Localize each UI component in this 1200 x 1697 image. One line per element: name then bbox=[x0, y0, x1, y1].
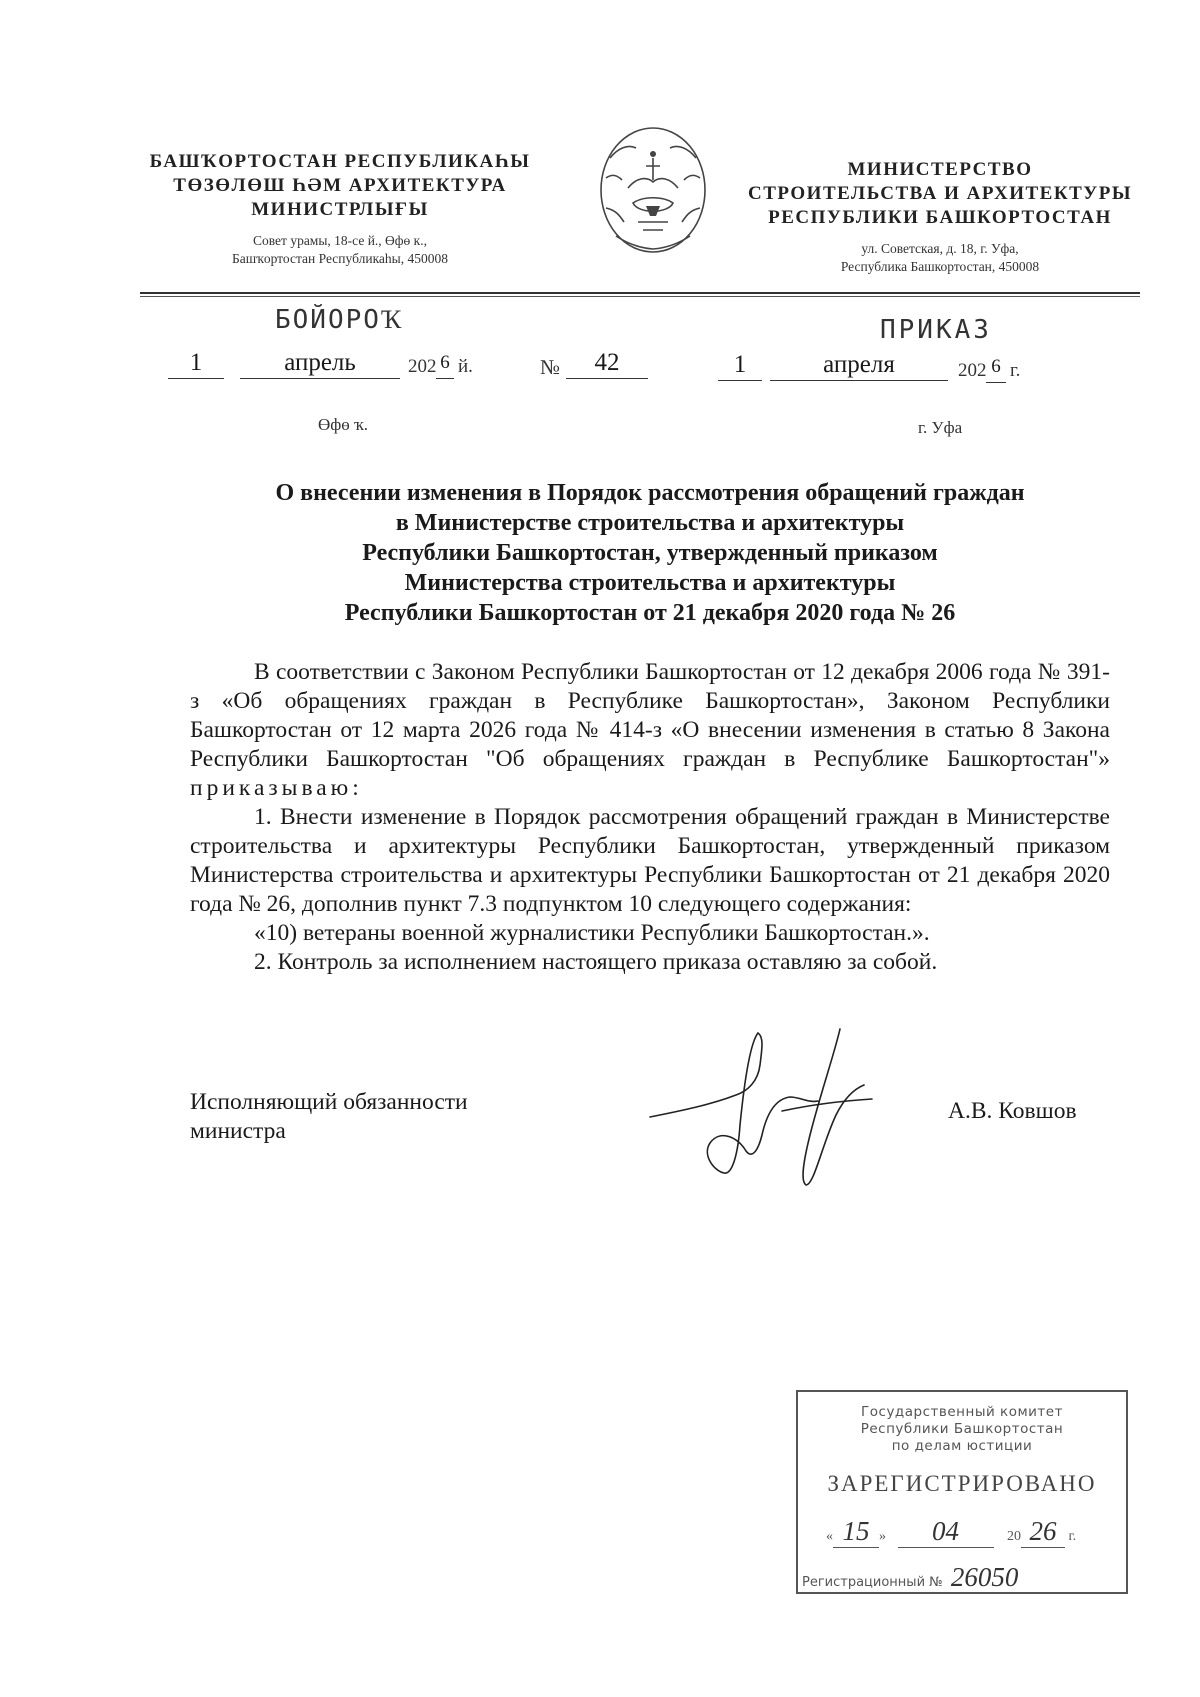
signatory-role-line: Исполняющий обязанности bbox=[190, 1089, 468, 1115]
header-russian-title bbox=[730, 158, 1150, 230]
ru-year-unit: г. bbox=[1010, 360, 1021, 381]
stamp-status: ЗАРЕГИСТРИРОВАНО bbox=[827, 1471, 1097, 1496]
title-line: в Министерстве строительства и архитектуры bbox=[395, 510, 905, 536]
item-1-quote: «10) ветераны военной журналистики Республики Башкортостан.». bbox=[254, 920, 930, 946]
header-bashkir-address-line: Совет урамы, 18-се й., Өфө к., bbox=[253, 233, 427, 248]
order-word: приказываю: bbox=[190, 775, 363, 801]
order-number-label: № bbox=[540, 355, 561, 379]
stamp-org-line: Республики Башкортостан bbox=[860, 1421, 1064, 1437]
signatory-name: А.В. Ковшов bbox=[948, 1098, 1077, 1124]
title-line: Министерства строительства и архитектуры bbox=[404, 570, 896, 596]
header-bashkir-address bbox=[130, 232, 550, 268]
stamp-year-suffix: 26 bbox=[1021, 1516, 1065, 1548]
order-word-russian: ПРИКАЗ bbox=[880, 315, 992, 345]
header-russian-title-line: РЕСПУБЛИКИ БАШКОРТОСТАН bbox=[768, 207, 1112, 228]
title-line: Республики Башкортостан от 21 декабря 2020 года № 26 bbox=[344, 600, 956, 626]
header-bashkir-title-line: МИНИСТРЛЫҒЫ bbox=[251, 199, 429, 220]
header-bashkir-title bbox=[130, 150, 550, 222]
order-word-bashkir: БОЙОРОҠ bbox=[275, 305, 404, 335]
ba-month: апрель bbox=[240, 350, 400, 379]
header-divider-thin bbox=[140, 296, 1140, 297]
header-russian bbox=[730, 158, 1150, 276]
preamble-paragraph bbox=[190, 658, 1110, 803]
registration-stamp bbox=[796, 1390, 1128, 1594]
item-1: 1. Внести изменение в Порядок рассмотрения обращений граждан в Министерстве строительства и архитектуры Республики Башкортостан, утвержденный приказом Министерства строительства и архитектуры Республики Башкортостан от 21 декабря 2020 года № 26, дополнив пункт 7.3 подпунктом 10 следующего содержания: bbox=[190, 804, 1110, 917]
ba-year-unit: й. bbox=[458, 356, 473, 377]
preamble-text: В соответствии с Законом Республики Башкортостан от 12 декабря 2006 года № 391-з «Об обращениях граждан в Республике Башкортостан», Законом Республики Башкортостан от 12 марта 2026 года № 414-з «О внесении изменения в статью 8 Закона Республики Башкортостан "Об обращениях граждан в Республике Башкортостан"» bbox=[190, 659, 1110, 772]
city-bashkir: Өфө ҡ. bbox=[318, 415, 369, 434]
item-2: 2. Контроль за исполнением настоящего приказа оставляю за собой. bbox=[254, 949, 938, 975]
header-russian-title-line: МИНИСТЕРСТВО bbox=[847, 159, 1033, 180]
ru-day: 1 bbox=[718, 352, 762, 381]
header-russian-address-line: ул. Советская, д. 18, г. Уфа, bbox=[861, 241, 1019, 256]
ba-day: 1 bbox=[168, 350, 224, 379]
handwritten-signature bbox=[640, 1025, 920, 1195]
stamp-org-line: по делам юстиции bbox=[891, 1438, 1033, 1454]
ba-year-prefix: 202 bbox=[408, 356, 437, 377]
stamp-organization bbox=[798, 1404, 1126, 1455]
stamp-month: 04 bbox=[898, 1516, 994, 1548]
header-russian-address bbox=[730, 240, 1150, 276]
title-line: О внесении изменения в Порядок рассмотрения обращений граждан bbox=[275, 480, 1025, 506]
header-bashkir-address-line: Башҡортостан Республикаһы, 450008 bbox=[231, 251, 448, 266]
header-russian-address-line: Республика Башкортостан, 450008 bbox=[840, 259, 1040, 274]
ba-year-suffix: 6 bbox=[436, 350, 454, 379]
signatory-role-line: министра bbox=[190, 1118, 286, 1144]
header-bashkir-title-line: ТӨЗӨЛӨШ ҺӘМ АРХИТЕКТУРА bbox=[173, 175, 507, 196]
stamp-org-line: Государственный комитет bbox=[861, 1404, 1063, 1420]
stamp-reg-label: Регистрационный № bbox=[802, 1575, 943, 1590]
title-line: Республики Башкортостан, утвержденный приказом bbox=[362, 540, 938, 566]
header-bashkir bbox=[130, 150, 550, 268]
order-number: 42 bbox=[566, 350, 648, 379]
ru-month: апреля bbox=[770, 352, 948, 381]
stamp-day: 15 bbox=[833, 1516, 879, 1548]
header-bashkir-title-line: БАШҠОРТОСТАН РЕСПУБЛИКАҺЫ bbox=[149, 151, 531, 172]
ru-year-prefix: 202 bbox=[958, 360, 987, 381]
signatory-role bbox=[190, 1088, 468, 1146]
stamp-reg-number: 26050 bbox=[947, 1562, 1091, 1594]
coat-of-arms-emblem bbox=[588, 118, 718, 268]
document-title bbox=[190, 478, 1110, 628]
stamp-year-prefix: 20 bbox=[1007, 1529, 1021, 1544]
stamp-year-unit: г. bbox=[1068, 1529, 1077, 1544]
header-divider bbox=[140, 292, 1140, 294]
header-russian-title-line: СТРОИТЕЛЬСТВА И АРХИТЕКТУРЫ bbox=[748, 183, 1132, 204]
ru-year-suffix: 6 bbox=[986, 354, 1006, 383]
stamp-registration bbox=[802, 1562, 1122, 1594]
stamp-date: « 15 » 04 20 26 г. bbox=[826, 1516, 1077, 1546]
document-body bbox=[190, 658, 1110, 977]
city-russian: г. Уфа bbox=[918, 418, 963, 437]
